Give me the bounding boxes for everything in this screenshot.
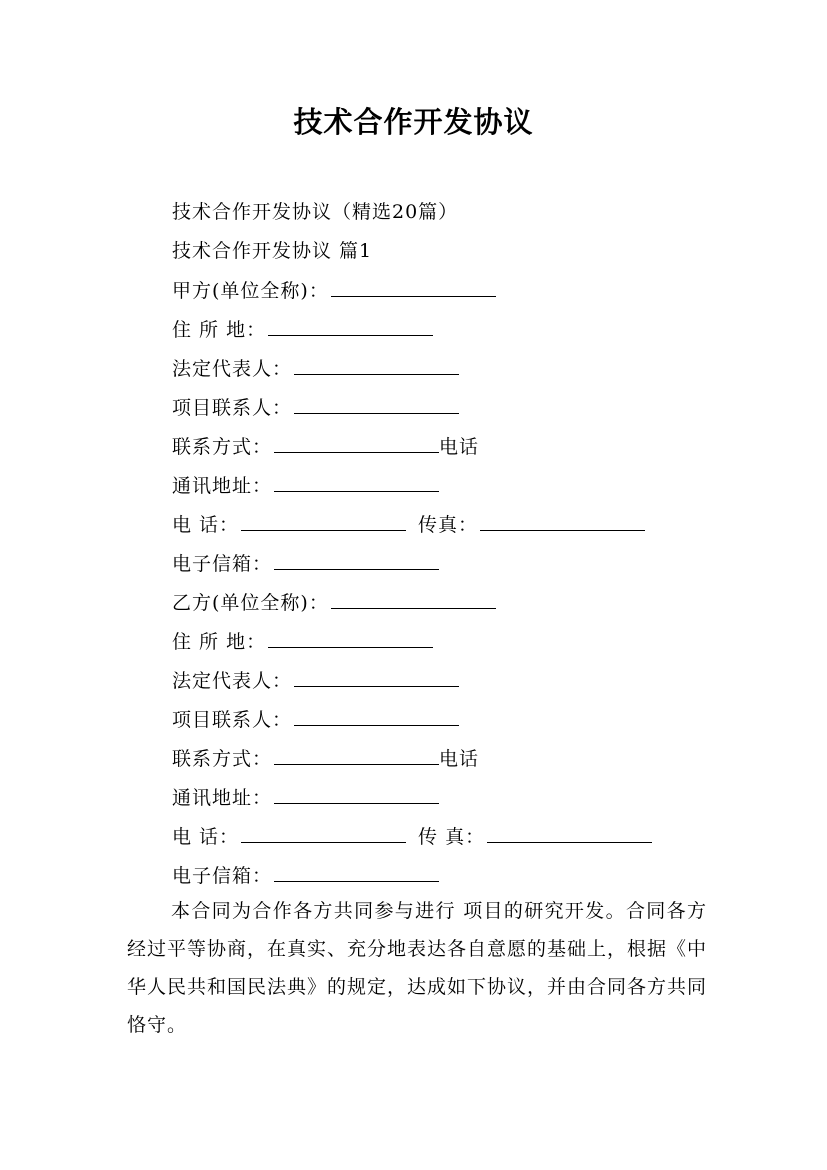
party-a-contact-person-row xyxy=(172,388,652,427)
party-a-phone-label: 电 话： xyxy=(172,514,240,536)
party-a-contact-method-suffix: 电话 xyxy=(439,436,480,458)
party-b-address-row xyxy=(172,622,652,661)
party-b-name-row xyxy=(172,583,652,622)
party-b-name-label: 乙方(单位全称)： xyxy=(172,592,329,614)
party-b-contact-person-label: 项目联系人： xyxy=(172,709,293,731)
party-b-email-row xyxy=(172,856,652,895)
party-a-contact-method-row xyxy=(172,427,652,466)
party-b-email-blank[interactable] xyxy=(274,856,439,882)
party-a-name-blank[interactable] xyxy=(331,271,496,297)
party-a-mail-address-label: 通讯地址： xyxy=(172,475,273,497)
party-a-fax-blank[interactable] xyxy=(480,505,645,531)
party-a-rep-row xyxy=(172,349,652,388)
party-a-contact-person-blank[interactable] xyxy=(294,388,459,414)
party-b-email-label: 电子信箱： xyxy=(172,865,273,887)
party-a-rep-label: 法定代表人： xyxy=(172,358,293,380)
party-a-contact-method-label: 联系方式： xyxy=(172,436,273,458)
party-b-mail-address-blank[interactable] xyxy=(274,778,439,804)
party-b-phone-label: 电 话： xyxy=(172,826,240,848)
party-b-name-blank[interactable] xyxy=(331,583,496,609)
party-a-name-label: 甲方(单位全称)： xyxy=(172,280,329,302)
party-b-mail-address-row xyxy=(172,778,652,817)
section-heading: 技术合作开发协议 篇1 xyxy=(172,240,373,262)
party-b-address-label: 住 所 地： xyxy=(172,631,267,653)
party-b-contact-method-blank[interactable] xyxy=(274,739,439,765)
party-a-rep-blank[interactable] xyxy=(294,349,459,375)
party-a-email-blank[interactable] xyxy=(274,544,439,570)
party-a-email-row xyxy=(172,544,652,583)
party-a-email-label: 电子信箱： xyxy=(172,553,273,575)
party-b-contact-method-row xyxy=(172,739,652,778)
party-a-mail-address-row xyxy=(172,466,652,505)
party-a-address-blank[interactable] xyxy=(268,310,433,336)
party-b-rep-blank[interactable] xyxy=(294,661,459,687)
party-a-fax-label: 传真： xyxy=(418,514,479,536)
party-a-phone-row xyxy=(172,505,652,544)
party-b-fax-blank[interactable] xyxy=(487,817,652,843)
party-b-contact-person-row xyxy=(172,700,652,739)
subtitle: 技术合作开发协议（精选20篇） xyxy=(172,201,459,223)
party-a-name-row xyxy=(172,271,652,310)
party-b-contact-method-suffix: 电话 xyxy=(439,748,480,770)
party-b-mail-address-label: 通讯地址： xyxy=(172,787,273,809)
party-b-contact-person-blank[interactable] xyxy=(294,700,459,726)
party-b-rep-label: 法定代表人： xyxy=(172,670,293,692)
party-a-address-label: 住 所 地： xyxy=(172,319,267,341)
party-a-contact-method-blank[interactable] xyxy=(274,427,439,453)
party-a-phone-blank[interactable] xyxy=(241,505,406,531)
party-a-mail-address-blank[interactable] xyxy=(274,466,439,492)
party-b-contact-method-label: 联系方式： xyxy=(172,748,273,770)
party-a-contact-person-label: 项目联系人： xyxy=(172,397,293,419)
party-b-phone-blank[interactable] xyxy=(241,817,406,843)
document-title: 技术合作开发协议 xyxy=(293,105,534,139)
form-lines xyxy=(172,193,652,895)
party-b-rep-row xyxy=(172,661,652,700)
party-b-address-blank[interactable] xyxy=(268,622,433,648)
party-a-address-row xyxy=(172,310,652,349)
party-b-phone-row xyxy=(172,817,652,856)
party-b-fax-label: 传 真： xyxy=(418,826,486,848)
body-paragraph: 本合同为合作各方共同参与进行 项目的研究开发。合同各方经过平等协商，在真实、充分地表达各自意愿的基础上，根据《中华人民共和国民法典》的规定，达成如下协议，并由合同各方共同恪守。 xyxy=(127,900,708,1036)
